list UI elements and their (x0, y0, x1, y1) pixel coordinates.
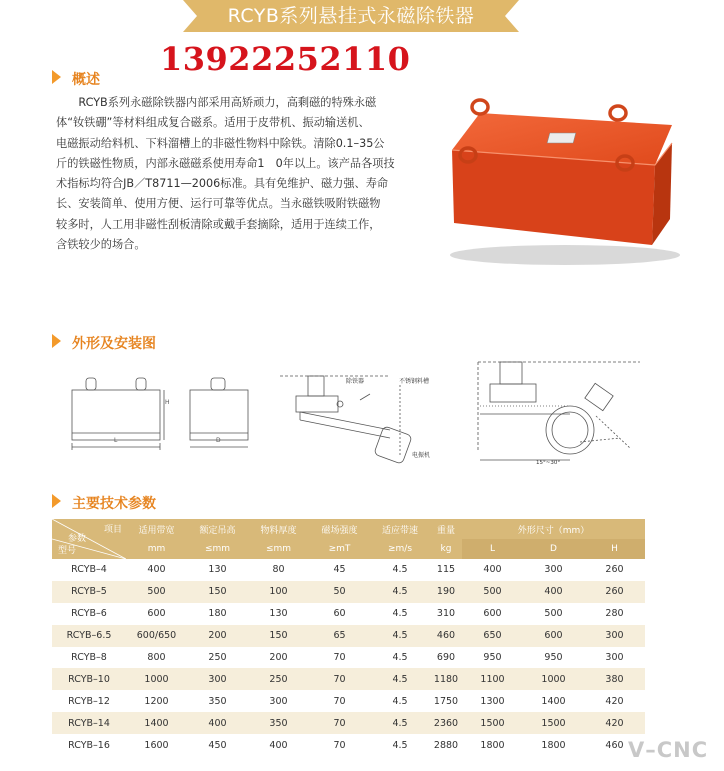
installation-drawings (60, 360, 660, 475)
table-cell: 300 (605, 652, 624, 663)
table-cell: 4.5 (370, 712, 430, 734)
table-cell: 280 (605, 608, 624, 620)
table-cell: 1500 (462, 712, 523, 734)
table-row (52, 734, 645, 756)
table-cell: 400 (483, 564, 502, 576)
table-row (52, 690, 645, 712)
table-cell: 1000 (523, 668, 584, 690)
table-cell: 380 (584, 668, 645, 690)
table-cell: 150 (248, 625, 309, 647)
table-cell: 1800 (541, 739, 566, 751)
section-arrow-icon (52, 70, 61, 84)
table-cell: 1180 (430, 668, 462, 690)
table-cell: 300 (544, 564, 563, 576)
intro-line: 含铁较少的场合。 (56, 238, 146, 252)
table-cell: 260 (605, 564, 624, 576)
table-cell: 115 (436, 564, 456, 576)
table-cell: 350 (248, 712, 309, 734)
section-title-drawings: 外形及安装图 (72, 336, 156, 352)
table-cell: 400 (523, 581, 584, 603)
table-cell: 250 (248, 668, 309, 690)
table-row (52, 603, 645, 625)
table-cell: 70 (309, 668, 370, 690)
label-feeder: 电振机 (412, 452, 431, 459)
column-header: 磁场强度 (309, 519, 370, 539)
table-header-row (52, 539, 645, 559)
table-cell: 80 (272, 564, 285, 576)
table-cell: 1750 (433, 695, 459, 707)
column-header: 物料厚度 (248, 519, 309, 539)
column-header: 适应带速 (370, 519, 430, 539)
table-cell: 190 (430, 581, 462, 603)
label-chute: 不锈钢料槽 (399, 378, 430, 385)
column-header: 额定吊高 (187, 519, 248, 539)
table-row (52, 625, 645, 647)
table-cell: 300 (584, 625, 645, 647)
belt-installation-drawing (478, 362, 640, 460)
section-arrow-icon (52, 334, 61, 348)
table-row (52, 559, 645, 581)
intro-line: 长、安装简单、使用方便、运行可靠等优点。当永磁铁吸附铁磁物 (56, 197, 381, 211)
column-unit: ≥m/s (370, 539, 430, 559)
table-corner-cell (52, 519, 126, 559)
table-cell: 4.5 (392, 739, 408, 751)
table-row (52, 712, 645, 734)
table-cell: 950 (483, 652, 502, 663)
table-cell: 600/650 (126, 625, 187, 647)
column-header: 重量 (430, 519, 462, 539)
corner-label-param: 参数 (68, 534, 87, 544)
column-header: 适用带宽 (126, 519, 187, 539)
model-cell: RCYB–4 (71, 564, 107, 576)
table-cell: 1400 (126, 712, 187, 734)
intro-line: 术指标均符合JB／T8711—2006标准。具有免维护、磁力强、寿命 (56, 177, 389, 191)
table-header-row (52, 519, 645, 539)
table-cell: 100 (248, 581, 309, 603)
table-cell: 2360 (430, 712, 462, 734)
dim-label-d: D (216, 437, 221, 444)
intro-line: RCYB系列永磁除铁器内部采用高矫顽力，高剩磁的特殊永磁 (56, 96, 377, 109)
front-view-drawing (72, 378, 164, 450)
table-cell: 50 (309, 581, 370, 603)
column-header-dim: H (584, 539, 645, 559)
table-cell: 1400 (541, 695, 566, 707)
table-cell: 4.5 (392, 564, 408, 576)
model-cell: RCYB–16 (68, 739, 110, 751)
table-cell: 600 (147, 608, 166, 620)
table-cell: 600 (483, 608, 502, 620)
table-cell: 420 (605, 695, 624, 707)
table-cell: 200 (269, 652, 288, 663)
column-unit: kg (430, 539, 462, 559)
table-cell: 4.5 (370, 581, 430, 603)
intro-line: 体“钕铁硼”等材料组成复合磁系。适用于皮带机、振动输送机、 (56, 116, 370, 130)
spec-table (52, 519, 645, 756)
table-cell: 60 (333, 608, 346, 620)
intro-paragraph (56, 93, 416, 255)
table-cell: 420 (584, 712, 645, 734)
section-arrow-icon (52, 494, 61, 508)
table-cell: 70 (333, 652, 346, 663)
table-cell: 1800 (480, 739, 505, 751)
intro-line: 较多时，人工用非磁性刮板清除或戴手套摘除，适用于连续工作， (56, 217, 381, 231)
table-cell: 1000 (126, 668, 187, 690)
table-cell: 4.5 (392, 652, 408, 663)
table-cell: 800 (147, 652, 166, 663)
model-cell: RCYB–6.5 (52, 625, 126, 647)
column-unit: ≥mT (309, 539, 370, 559)
table-cell: 600 (523, 625, 584, 647)
intro-line: 斤的铁磁性物质，内部永磁磁系使用寿命1 0年以上。该产品各项技 (56, 156, 395, 170)
table-cell: 450 (208, 739, 227, 751)
section-title-specs: 主要技术参数 (72, 496, 156, 512)
table-cell: 4.5 (392, 608, 408, 620)
table-cell: 4.5 (392, 695, 408, 707)
table-cell: 460 (605, 739, 624, 751)
corner-label-item: 项目 (103, 525, 122, 535)
table-row (52, 647, 645, 669)
table-cell: 130 (208, 564, 227, 576)
table-cell: 310 (436, 608, 456, 620)
column-header-dim: L (462, 539, 523, 559)
table-cell: 950 (544, 652, 563, 663)
phone-number: 13922252110 (160, 40, 411, 78)
table-cell: 4.5 (370, 668, 430, 690)
table-cell: 300 (269, 695, 288, 707)
model-cell: RCYB–10 (52, 668, 126, 690)
table-cell: 4.5 (370, 625, 430, 647)
table-cell: 500 (126, 581, 187, 603)
label-separator: 除铁器 (346, 378, 365, 385)
table-cell: 1300 (480, 695, 505, 707)
column-unit: ≤mm (187, 539, 248, 559)
column-unit: ≤mm (248, 539, 309, 559)
model-cell: RCYB–8 (71, 652, 107, 663)
table-cell: 350 (208, 695, 227, 707)
table-cell: 70 (333, 695, 346, 707)
table-row (52, 581, 645, 603)
table-cell: 400 (187, 712, 248, 734)
table-cell: 250 (208, 652, 227, 663)
table-cell: 65 (309, 625, 370, 647)
table-cell: 1200 (144, 695, 169, 707)
section-title-overview: 概述 (72, 72, 100, 88)
table-cell: 130 (269, 608, 288, 620)
table-cell: 690 (436, 652, 456, 663)
dim-label-h: H (165, 399, 170, 406)
table-cell: 400 (147, 564, 166, 576)
table-cell: 500 (544, 608, 563, 620)
chute-installation-drawing (280, 376, 412, 464)
table-cell: 150 (187, 581, 248, 603)
table-cell: 460 (430, 625, 462, 647)
table-cell: 2880 (433, 739, 459, 751)
dim-label-l: L (114, 437, 118, 444)
model-cell: RCYB–5 (52, 581, 126, 603)
table-cell: 45 (333, 564, 346, 576)
column-header-dim: D (523, 539, 584, 559)
table-cell: 650 (462, 625, 523, 647)
model-cell: RCYB–6 (71, 608, 107, 620)
table-cell: 1100 (462, 668, 523, 690)
table-cell: 400 (269, 739, 288, 751)
page-title: RCYB系列悬挂式永磁除铁器 (227, 5, 475, 27)
model-cell: RCYB–12 (68, 695, 110, 707)
table-cell: 1500 (523, 712, 584, 734)
table-cell: 200 (187, 625, 248, 647)
table-cell: 70 (333, 739, 346, 751)
table-cell: 300 (187, 668, 248, 690)
table-cell: 180 (208, 608, 227, 620)
product-image (440, 95, 680, 275)
intro-line: 电磁振动给料机、下料溜槽上的非磁性物料中除铁。清除0.1–35公 (56, 136, 385, 150)
table-row (52, 668, 645, 690)
column-unit: mm (126, 539, 187, 559)
table-cell: 500 (462, 581, 523, 603)
table-cell: 260 (584, 581, 645, 603)
corner-label-model: 型号 (58, 546, 77, 556)
watermark: V–CNC (628, 738, 709, 762)
table-cell: 70 (309, 712, 370, 734)
table-cell: 1600 (144, 739, 169, 751)
label-angle: 15°~30° (536, 460, 561, 466)
column-header-dims: 外形尺寸（mm） (462, 519, 645, 539)
model-cell: RCYB–14 (52, 712, 126, 734)
